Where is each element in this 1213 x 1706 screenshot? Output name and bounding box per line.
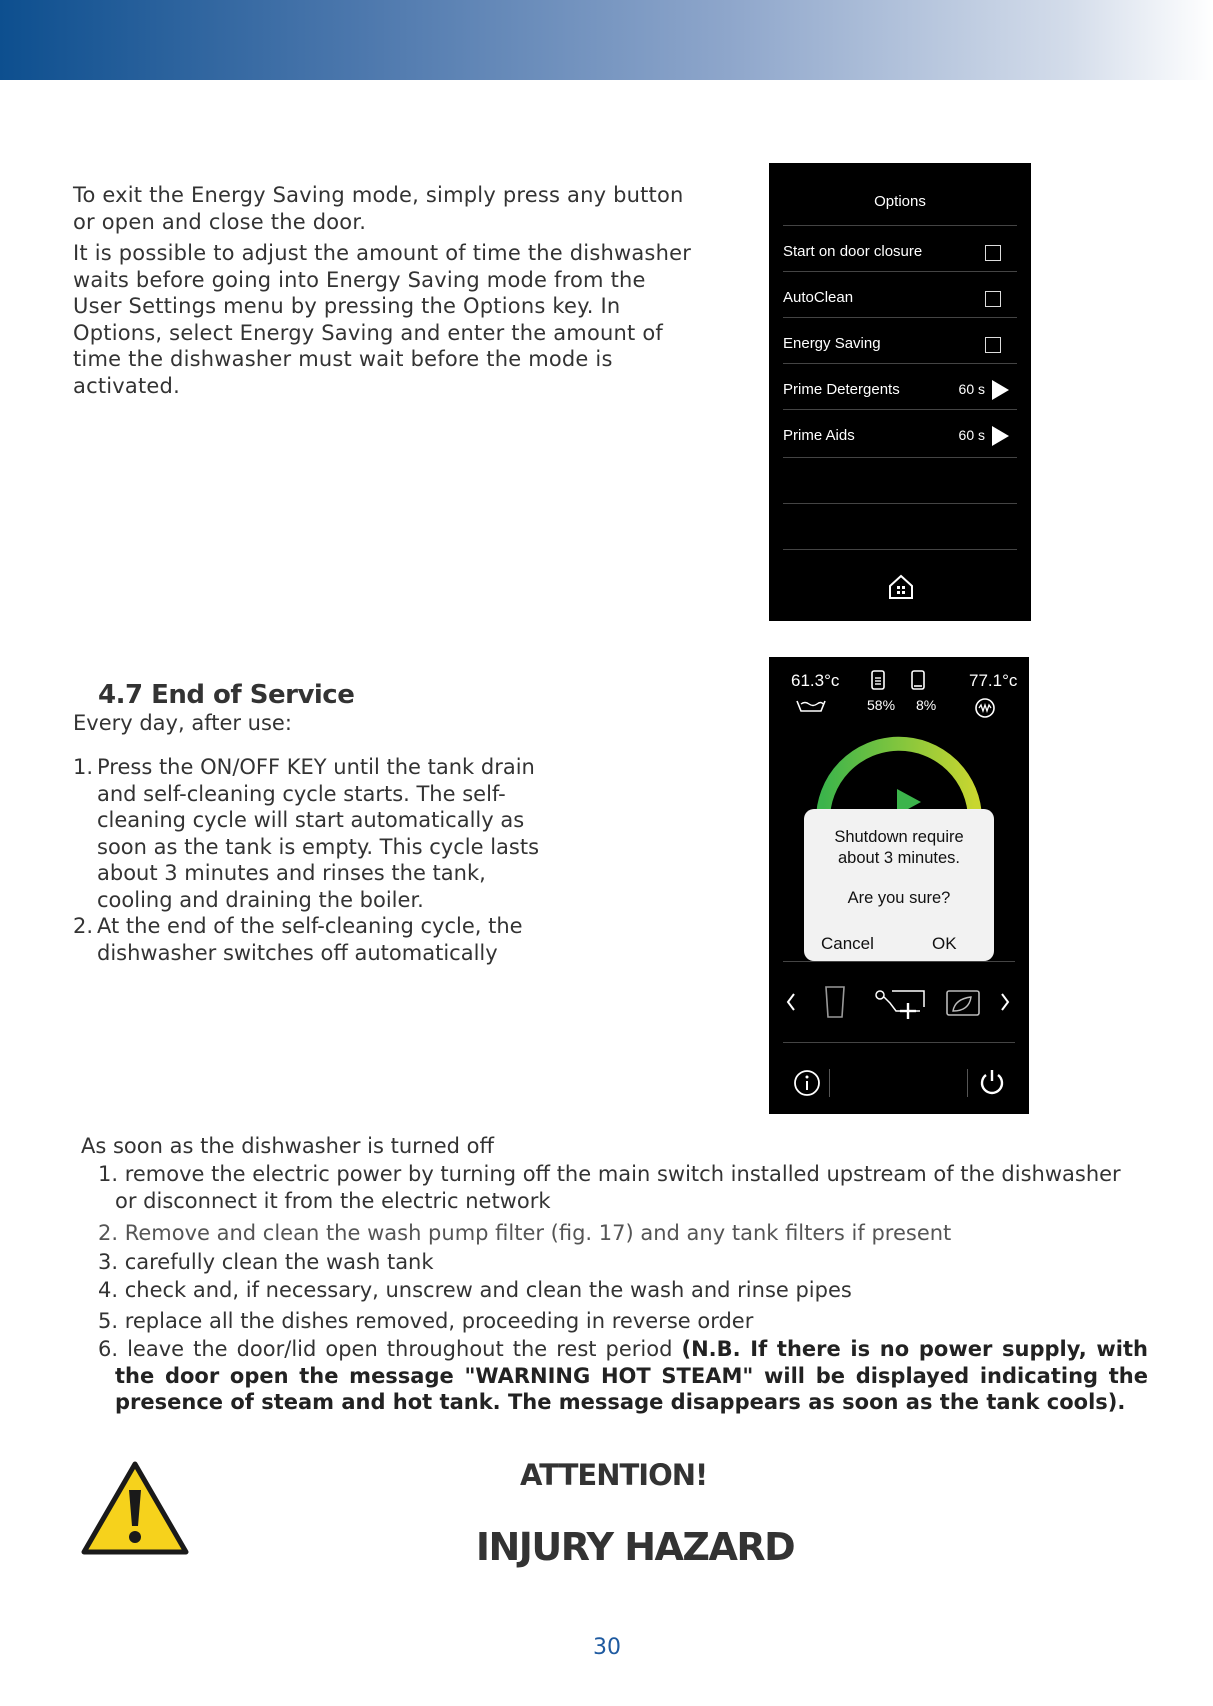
- divider: [783, 363, 1017, 364]
- dialog-message-line: about 3 minutes.: [838, 849, 960, 867]
- wash-tank-icon: [795, 697, 827, 715]
- divider: [783, 409, 1017, 410]
- divider: [783, 961, 1015, 962]
- option-value: 60 s: [958, 427, 985, 443]
- cancel-button[interactable]: Cancel: [821, 934, 874, 953]
- divider: [829, 1069, 830, 1097]
- divider: [783, 457, 1017, 458]
- step-number: 2.: [73, 914, 94, 938]
- play-arrow-icon[interactable]: [992, 380, 1009, 400]
- chevron-left-icon[interactable]: [785, 992, 797, 1012]
- eco-cycle-icon[interactable]: [945, 989, 981, 1017]
- after-off-intro: As soon as the dishwasher is turned off: [81, 1134, 494, 1158]
- attention-label: ATTENTION!: [520, 1458, 708, 1492]
- options-screen: [769, 163, 1031, 621]
- home-icon[interactable]: [887, 573, 915, 601]
- section-heading: 4.7 End of Service: [98, 680, 355, 710]
- power-icon[interactable]: [977, 1067, 1007, 1097]
- checkbox[interactable]: [985, 245, 1001, 261]
- warning-triangle-icon: [80, 1460, 190, 1556]
- list-item: 4. check and, if necessary, unscrew and clean the wash and rinse pipes: [98, 1278, 852, 1302]
- dialog-question: Are you sure?: [847, 889, 951, 907]
- boiler-temperature: 77.1°c: [969, 671, 1018, 690]
- shutdown-confirm-dialog: [804, 809, 994, 961]
- dialog-message-line: Shutdown require: [834, 828, 964, 846]
- intro-paragraph-2: It is possible to adjust the amount of time the dishwasher waits before going into Energy Saving mode from the User Settings menu by pressing the Options key. In Options, select Energy Saving and enter the amount of time the dishwasher must wait before the mode is activated.: [73, 241, 692, 398]
- option-value: 60 s: [958, 381, 985, 397]
- checkbox[interactable]: [985, 291, 1001, 307]
- intro-paragraph-1: To exit the Energy Saving mode, simply press any button or open and close the door.: [73, 183, 684, 234]
- option-label: Energy Saving: [783, 335, 881, 352]
- chevron-right-icon[interactable]: [999, 992, 1011, 1012]
- after-off-list: [98, 1161, 1148, 1418]
- add-wash-cycle-icon[interactable]: [874, 987, 926, 1019]
- list-item: 2. Remove and clean the wash pump filter (fig. 17) and any tank filters if present: [98, 1221, 952, 1245]
- header-gradient-band: [0, 0, 1213, 80]
- divider: [783, 549, 1017, 550]
- step-text: Press the ON/OFF KEY until the tank drain and self-cleaning cycle starts. The self-cleaning cycle will start automatically as soon as the tank is empty. This cycle lasts about 3 minutes and rinses the tank, cooling and draining the boiler.: [97, 755, 540, 912]
- detergent-level: 58%: [867, 697, 896, 713]
- list-item: [73, 754, 553, 913]
- list-item: 3. carefully clean the wash tank: [98, 1249, 434, 1274]
- option-label: Start on door closure: [783, 243, 923, 260]
- rinse-aid-level: 8%: [916, 697, 937, 713]
- list-item: [98, 1336, 1148, 1416]
- option-row-autoclean[interactable]: [783, 285, 1017, 309]
- list-item: 1. remove the electric power by turning off the main switch installed upstream of the dishwasher or disconnect it from the electric network: [98, 1162, 1121, 1213]
- item-note: (N.B. If there is no power supply, with the door open the message "WARNING HOT STEAM" will be displayed indicating the presence of steam and hot tank. The message disappears as soon as the tank cools).: [115, 1337, 1148, 1414]
- divider: [783, 1042, 1015, 1043]
- detergent-bottle-icon: [870, 669, 886, 691]
- rinse-aid-bottle-icon: [910, 669, 926, 691]
- list-item: 5. replace all the dishes removed, proceeding in reverse order: [98, 1308, 754, 1333]
- injury-hazard-label: INJURY HAZARD: [475, 1525, 795, 1569]
- page-number: 30: [593, 1635, 621, 1660]
- shutdown-screen: [769, 657, 1029, 1114]
- glass-icon[interactable]: [823, 985, 847, 1019]
- list-item: [73, 913, 553, 966]
- step-number: 1.: [73, 755, 94, 779]
- divider: [783, 317, 1017, 318]
- option-label: AutoClean: [783, 289, 854, 306]
- option-row-start-on-door-closure[interactable]: [783, 239, 1017, 263]
- section-subheading: Every day, after use:: [73, 711, 292, 735]
- divider: [783, 225, 1017, 226]
- option-label: Prime Detergents: [783, 381, 900, 398]
- option-row-prime-detergents[interactable]: [783, 377, 1017, 401]
- step-text: At the end of the self-cleaning cycle, the dishwasher switches off automatically: [97, 914, 523, 965]
- boiler-icon: [974, 697, 996, 719]
- ok-button[interactable]: OK: [932, 934, 957, 953]
- divider: [783, 503, 1017, 504]
- item-text: 6. leave the door/lid open throughout the rest period: [98, 1337, 673, 1361]
- play-arrow-icon[interactable]: [992, 426, 1009, 446]
- divider: [783, 271, 1017, 272]
- options-title: Options: [874, 193, 926, 210]
- option-row-prime-aids[interactable]: [783, 423, 1017, 447]
- option-row-energy-saving[interactable]: [783, 331, 1017, 355]
- divider: [967, 1069, 968, 1097]
- dialog-message: [804, 827, 994, 869]
- steps-list: [73, 754, 553, 966]
- checkbox[interactable]: [985, 337, 1001, 353]
- tank-temperature: 61.3°c: [791, 671, 840, 690]
- info-icon[interactable]: [793, 1069, 821, 1097]
- option-label: Prime Aids: [783, 427, 855, 444]
